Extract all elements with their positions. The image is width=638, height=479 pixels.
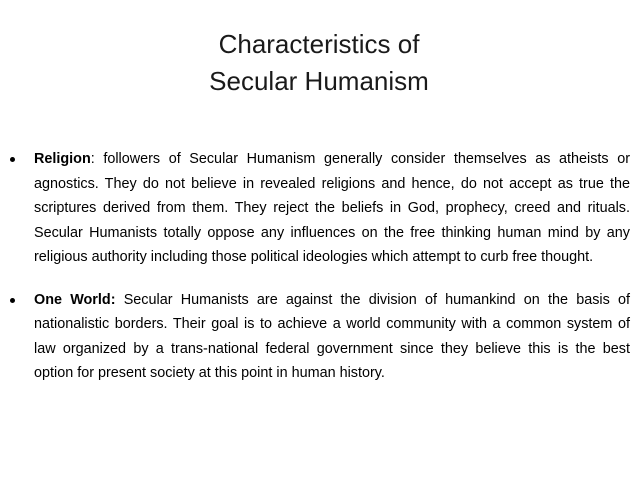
bullet-dot-icon xyxy=(10,157,15,162)
bullet-text: Secular Humanists are against the division of humankind on the basis of nationalistic borders. Their goal is to achieve a world community with a common system of law organized by a trans-national federal government since they believe this is the best option for present society at this point in human history. xyxy=(34,291,630,381)
bullet-item-one-world xyxy=(10,288,630,386)
bullet-term: Religion xyxy=(34,151,91,167)
bullet-list xyxy=(10,147,630,386)
bullet-dot-icon xyxy=(10,298,15,303)
bullet-separator: : xyxy=(90,151,95,167)
page-title xyxy=(0,26,638,100)
bullet-term: One World: xyxy=(34,291,116,308)
title-line-2: Secular Humanism xyxy=(209,66,429,96)
bullet-item-religion xyxy=(10,147,630,270)
title-line-1: Characteristics of xyxy=(218,29,420,59)
bullet-text: followers of Secular Humanism generally consider themselves as atheists or agnostics. They do not believe in revealed religions and hence, do not accept as true the scriptures derived from them. They reject the beliefs in God, prophecy, creed and rituals. Secular Humanists totally oppose any influences on the free thinking human mind by any religious authority including those political ideologies which attempt to curb free thought. xyxy=(34,151,630,265)
